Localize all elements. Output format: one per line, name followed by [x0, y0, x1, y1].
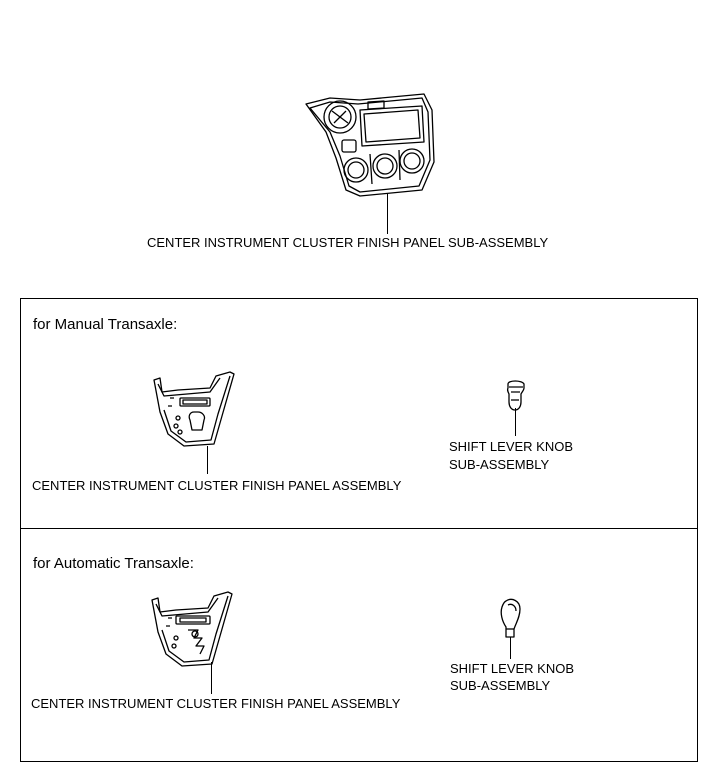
manual-section-title: for Manual Transaxle: [33, 316, 178, 333]
manual-knob-leader-line [515, 408, 516, 436]
manual-console-panel-icon [150, 368, 240, 448]
automatic-panel-leader-line [211, 662, 212, 694]
automatic-knob-label-line1: SHIFT LEVER KNOB [450, 661, 575, 676]
instrument-panel-icon [300, 92, 440, 202]
automatic-console-panel-icon [148, 588, 238, 668]
top-leader-line [387, 193, 388, 234]
manual-panel-label: CENTER INSTRUMENT CLUSTER FINISH PANEL ASSEMBLY [32, 478, 402, 493]
manual-knob-label-line1: SHIFT LEVER KNOB [449, 439, 574, 454]
automatic-panel-label: CENTER INSTRUMENT CLUSTER FINISH PANEL ASSEMBLY [31, 696, 401, 711]
manual-panel-leader-line [207, 446, 208, 474]
automatic-shift-knob-icon [496, 597, 526, 643]
automatic-section-title: for Automatic Transaxle: [33, 555, 194, 572]
automatic-knob-leader-line [510, 637, 511, 659]
top-part-label: CENTER INSTRUMENT CLUSTER FINISH PANEL SUB-ASSEMBLY [147, 235, 549, 250]
automatic-knob-label-line2: SUB-ASSEMBLY [450, 678, 551, 693]
manual-knob-label-line2: SUB-ASSEMBLY [449, 457, 550, 472]
